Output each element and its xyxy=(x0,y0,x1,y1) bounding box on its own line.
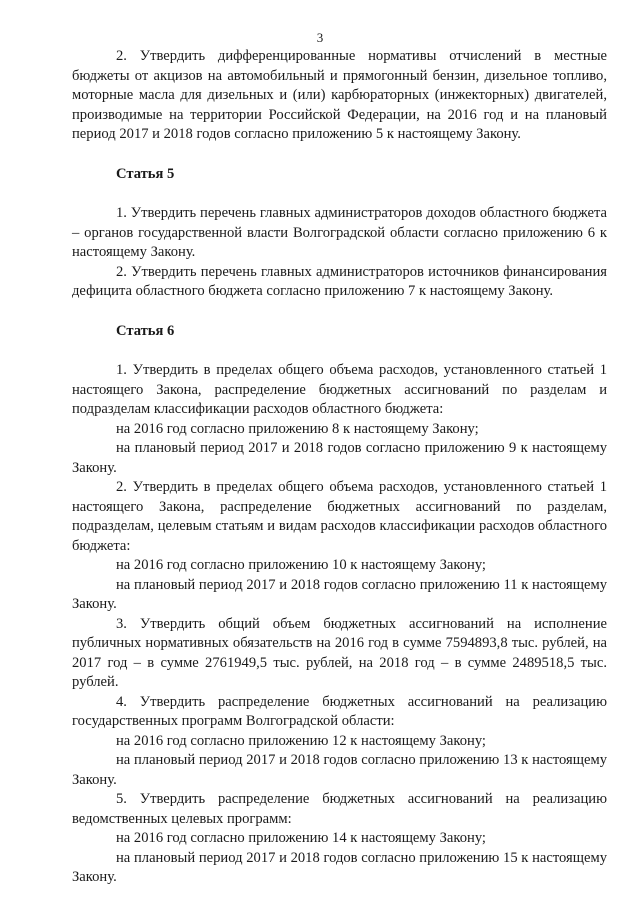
page-number: 3 xyxy=(316,30,324,45)
paragraph-art6-item5-plan: на плановый период 2017 и 2018 годов согласно приложению 15 к настоящему Закону. xyxy=(72,849,607,885)
paragraph-art6-item2: 2. Утвердить в пределах общего объема расходов, установленного статьей 1 настоящего Закона, распределение бюджетных ассигнований по разделам, подразделам, целевым статьям и видам расходов классификации расходов областного бюджета: xyxy=(72,479,607,554)
paragraph-art6-item5-2016: на 2016 год согласно приложению 14 к настоящему Закону; xyxy=(116,830,486,846)
paragraph-art6-item3: 3. Утвердить общий объем бюджетных ассигнований на исполнение публичных нормативных обязательств на 2016 год в сумме 7594893,8 тыс. рублей, на 2017 год – в сумме 2761949,5 тыс. рублей, на 2018 год – в сумме 2489518,5 тыс. рублей. xyxy=(72,615,607,690)
paragraph-art6-item4-2016: на 2016 год согласно приложению 12 к настоящему Закону; xyxy=(116,732,486,749)
document-body xyxy=(72,47,607,888)
paragraph-art5-item1: 1. Утвердить перечень главных администраторов доходов областного бюджета – органов государственной власти Волгоградской области согласно приложению 6 к настоящему Закону. xyxy=(72,205,607,260)
paragraph-art6-item1: 1. Утвердить в пределах общего объема расходов, установленного статьей 1 настоящего Закона, распределение бюджетных ассигнований по разделам и подразделам классификации расходов областного бюджета: xyxy=(72,362,607,417)
article-5-heading: Статья 5 xyxy=(116,165,175,182)
paragraph-art5-item2: 2. Утвердить перечень главных администраторов источников финансирования дефицита областного бюджета согласно приложению 7 к настоящему Закону. xyxy=(72,263,607,299)
paragraph-art4-item2: 2. Утвердить дифференцированные нормативы отчислений в местные бюджеты от акцизов на автомобильный и прямогонный бензин, дизельное топливо, моторные масла для дизельных и (или) карбюраторных (инжекторных) двигателей, производимые на территории Российской Федерации, на 2016 год и на плановый период 2017 и 2018 годов согласно приложению 5 к настоящему Закону. xyxy=(72,48,607,142)
paragraph-art6-item5: 5. Утвердить распределение бюджетных ассигнований на реализацию ведомственных целевых программ: xyxy=(72,791,607,827)
paragraph-art6-item1-2016: на 2016 год согласно приложению 8 к настоящему Закону; xyxy=(116,420,479,437)
paragraph-art6-item4: 4. Утвердить распределение бюджетных ассигнований на реализацию государственных программ Волгоградской области: xyxy=(72,693,607,729)
paragraph-art6-item2-2016: на 2016 год согласно приложению 10 к настоящему Закону; xyxy=(116,557,486,573)
paragraph-art6-item1-plan: на плановый период 2017 и 2018 годов согласно приложению 9 к настоящему Закону. xyxy=(72,440,607,476)
paragraph-art6-item4-plan: на плановый период 2017 и 2018 годов согласно приложению 13 к настоящему Закону. xyxy=(72,752,607,788)
article-6-heading: Статья 6 xyxy=(116,322,175,339)
paragraph-art6-item2-plan: на плановый период 2017 и 2018 годов согласно приложению 11 к настоящему Закону. xyxy=(72,576,607,612)
